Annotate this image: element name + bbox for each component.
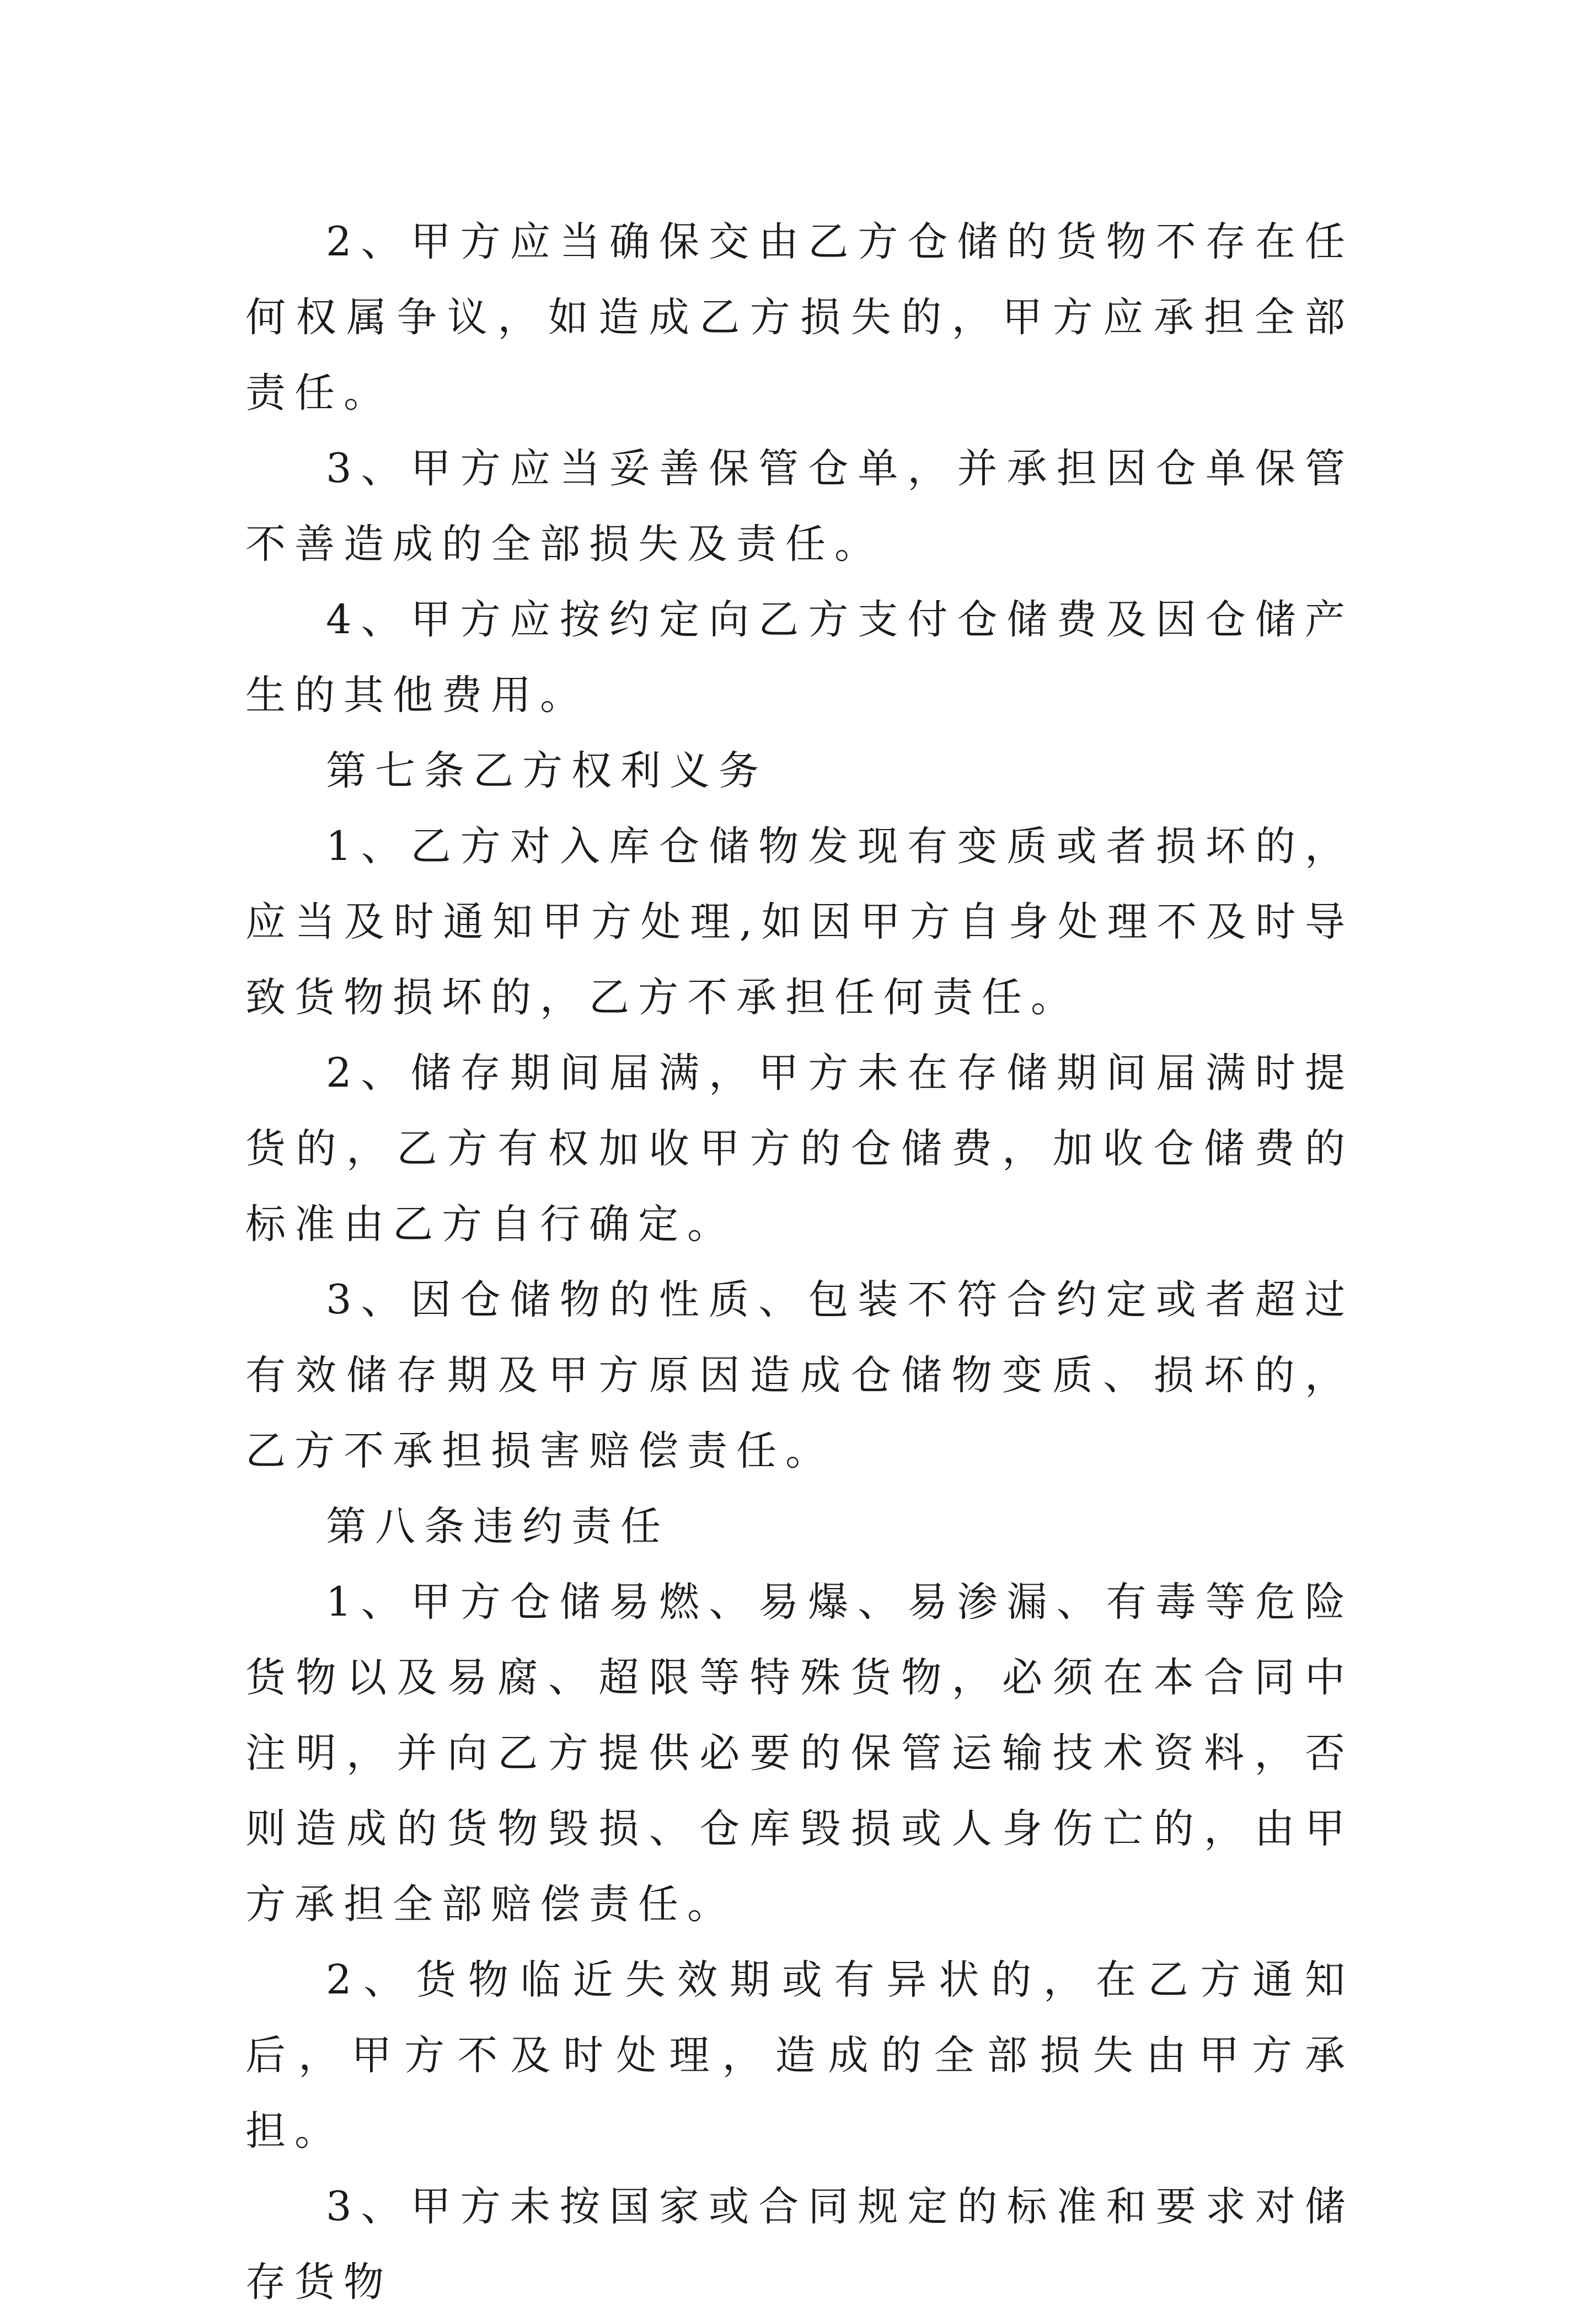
paragraph-clause-8-1: 1、甲方仓储易燃、易爆、易渗漏、有毒等危险货物以及易腐、超限等特殊货物，必须在本合同中注明，并向乙方提供必要的保管运输技术资料，否则造成的货物毁损、仓库毁损或人身伤亡的，由甲方承担全部赔偿责任。 [245,1579,1354,1928]
paragraph-clause-8-3: 3、甲方未按国家或合同规定的标准和要求对储存货物 [245,2183,1354,2306]
paragraph-clause-7-2: 2、储存期间届满，甲方未在存储期间届满时提货的，乙方有权加收甲方的仓储费，加收仓储费的标准由乙方自行确定。 [245,1050,1354,1248]
section-heading-article-8: 第八条违约责任 [326,1503,670,1550]
paragraph-clause-7-1: 1、乙方对入库仓储物发现有变质或者损坏的，应当及时通知甲方处理,如因甲方自身处理不及时导致货物损坏的，乙方不承担任何责任。 [245,823,1354,1021]
paragraph-clause-6-2: 2、甲方应当确保交由乙方仓储的货物不存在任何权属争议，如造成乙方损失的，甲方应承担全部责任。 [245,218,1354,416]
section-heading-article-7: 第七条乙方权利义务 [326,747,768,794]
paragraph-clause-6-4: 4、甲方应按约定向乙方支付仓储费及因仓储产生的其他费用。 [245,596,1354,719]
document-body [245,204,1354,2320]
paragraph-clause-7-3: 3、因仓储物的性质、包装不符合约定或者超过有效储存期及甲方原因造成仓储物变质、损坏的，乙方不承担损害赔偿责任。 [245,1276,1354,1474]
paragraph-clause-8-2: 2、货物临近失效期或有异状的，在乙方通知后，甲方不及时处理，造成的全部损失由甲方承担。 [245,1957,1354,2155]
paragraph-clause-6-3: 3、甲方应当妥善保管仓单，并承担因仓单保管不善造成的全部损失及责任。 [245,445,1354,568]
